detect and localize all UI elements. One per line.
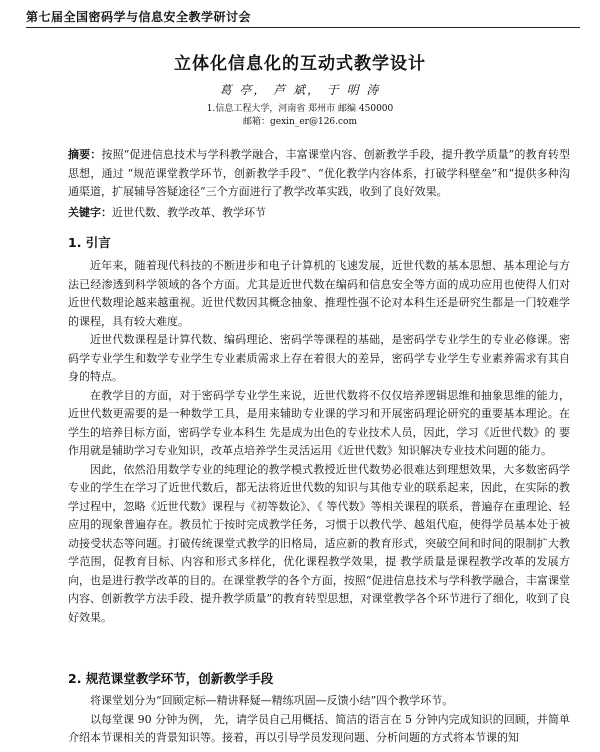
section-body-teaching [68,692,570,748]
paragraph: 近世代数课程是计算代数、编码理论、密码学等课程的基础，是密码学专业学生的专业必修课。密码学专业学生和数学专业学生专业素质需求上存在着很大的差异，密码学专业学生专业素养需求有其自身的特点。 [68,333,570,383]
abstract-label: 摘要： [68,148,102,161]
paragraph: 以每堂课 90 分钟为例， 先，请学员自己用概括、简洁的语言在 5 分钟内完成知识的回顾，并简单介绍本节课相关的背景知识等。接着，再以引导学员发现问题、分析问题的方式将本节课的知 [68,712,570,744]
paper-title: 立体化信息化的互动式教学设计 [174,54,426,74]
paragraph: 将课堂划分为“回顾定标—精讲释疑—精练巩固—反馈小结”四个教学环节。 [90,694,454,707]
paper-authors: 葛 亭， 芦 斌， 于 明 涛 [219,83,381,97]
paragraph: 在教学目的方面，对于密码学专业学生来说，近世代数将不仅仅培养逻辑思维和抽象思维的能力，近世代数更需要的是一种数学工具，是用来辅助专业课的学习和开展密码理论研究的重要基本理论。在学生的培养目标方面，密码学专业本科生 先是成为出色的专业技术人员，因此，学习《近世代数》的 要作用就是辅助学习专业知识，改革点培养学生灵活运用《近世代数》知识解决专业技术问题的能力。 [68,388,570,457]
paragraph: 因此，依然沿用数学专业的纯理论的教学模式教授近世代数势必很难达到理想效果，大多数密码学专业的学生在学习了近世代数后，都无法将近世代数的知识与其他专业的联系起来，因此，在实际的教学过程中，忽略《近世代数》课程与《初等数论》、《 等代数》等相关课程的联系，普遍存在重理论、轻应用的现象普遍存在。教员忙于按时完成教学任务，习惯于以教代学、越俎代庖，使得学员基本处于被动接受状态等问题。打破传统课堂式教学的旧格局，适应新的教育形式，突破空间和时间的限制扩大教学范围，促教育目标、内容和形式多样化，优化课程教学效果，提 教学质量是课程教学改革的发展方向，也是进行教学改革的目的。在课堂教学的各个方面，按照“促进信息技术与学科教学融合，丰富课堂内容、创新教学方法手段、提升教学质量”的教育转型思想，对课堂教学各个环节进行了细化，收到了良好效果。 [68,462,570,624]
section-body-intro [68,257,570,627]
abstract-text: 按照“促进信息技术与学科教学融合，丰富课堂内容、创新教学手段，提升教学质量”的教育转型思想，通过 “规范课堂教学环节，创新教学手段”、“优化教学内容体系，打破学科壁垒”和“提供多种沟通渠道，扩展辅导答疑途径”三个方面进行了教学改革实践，收到了良好效果。 [68,148,570,198]
affiliation-block [0,103,600,129]
email: 邮箱：gexin_er@126.com [243,117,357,127]
section-heading-intro: 1. 引言 [68,235,111,250]
conference-header: 第七届全国密码学与信息安全教学研讨会 [26,10,252,24]
keywords-label: 关键字： [68,206,112,219]
affiliation: 1.信息工程大学，河南省 郑州市 邮编 450000 [206,104,394,114]
abstract [68,146,570,202]
keywords-text: 近世代数、教学改革、教学环节 [112,206,266,219]
header-divider [26,27,580,28]
section-heading-teaching: 2. 规范课堂教学环节，创新教学手段 [68,671,274,686]
paragraph: 近年来，随着现代科技的不断进步和电子计算机的飞速发展，近世代数的基本思想、基本理论与方法已经渗透到科学领域的各个方面。尤其是近世代数在编码和信息安全等方面的成功应用也使得人们对近世代数理论越来越重视。近世代数因其概念抽象、推理性强不论对本科生还是研究生都是一门较难学的课程，具有较大难度。 [68,259,570,328]
keywords [68,204,570,223]
